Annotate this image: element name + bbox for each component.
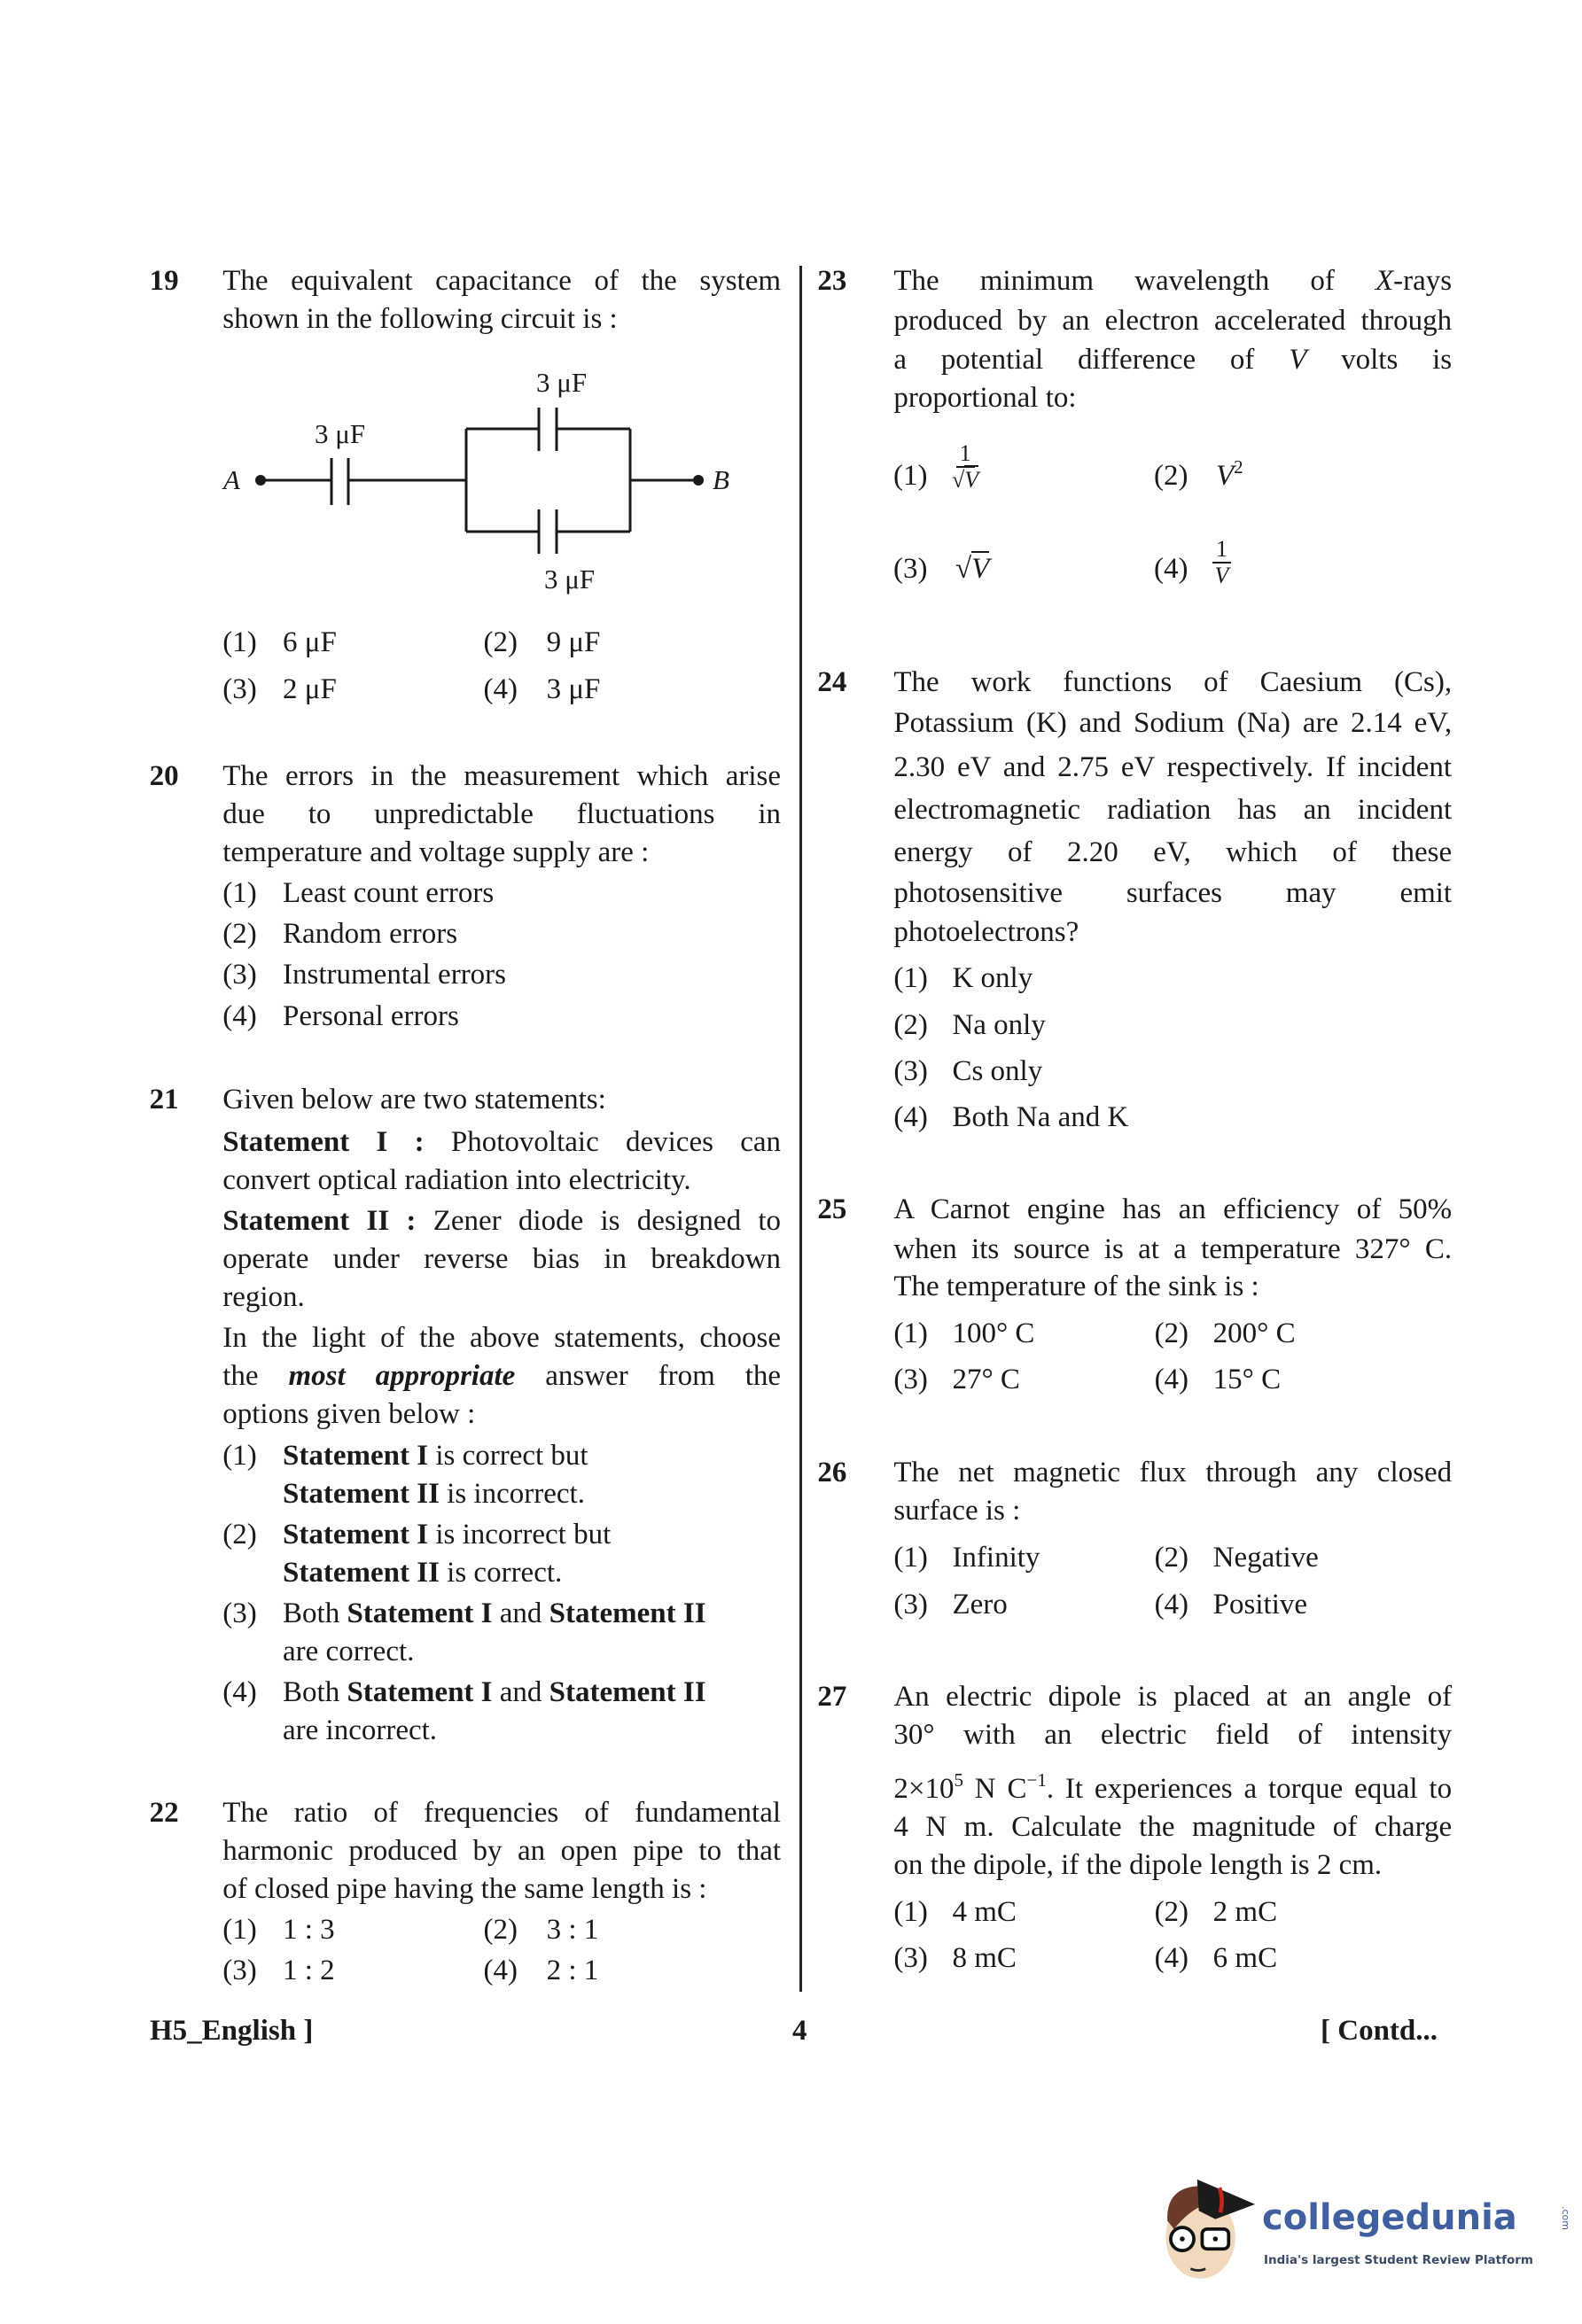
- option-4-fraction[interactable]: [1212, 537, 1231, 588]
- option-text: Infinity: [952, 1542, 1040, 1574]
- text-segment: Statement I: [283, 1518, 429, 1551]
- text-segment: X: [1375, 264, 1394, 297]
- question-number: 24: [817, 665, 847, 698]
- fraction-numerator: 1: [1212, 537, 1231, 564]
- question-text-line: produced by an electron accelerated through: [893, 304, 1453, 337]
- option-label: (1): [893, 460, 928, 492]
- option-label: (2): [483, 626, 518, 659]
- continued-marker: [ Contd...: [1321, 2015, 1438, 2047]
- option-text: 100° C: [952, 1317, 1035, 1350]
- question-text-line: The errors in the measurement which arise: [222, 759, 782, 792]
- text-segment: the: [222, 1360, 289, 1393]
- option-text: 9 μF: [546, 626, 601, 659]
- question-text-line: energy of 2.20 eV, which of these: [893, 836, 1453, 868]
- question-number: 22: [149, 1796, 179, 1829]
- option-label: (4): [222, 1676, 257, 1709]
- option-label: (3): [893, 1363, 928, 1395]
- question-text-line: In the light of the above statements, choose: [222, 1322, 782, 1355]
- text-segment: Statement I: [347, 1597, 493, 1630]
- capacitor-circuit-diagram: [0, 0, 1582, 797]
- question-text-line: proportional to:: [893, 382, 1077, 415]
- text-segment: -rays: [1393, 264, 1453, 297]
- option-text: [283, 1674, 706, 1712]
- bottom-cap-label: 3 μF: [544, 564, 596, 595]
- option-label: (4): [1154, 553, 1188, 585]
- question-number: 20: [149, 759, 179, 792]
- text-segment: Statement II: [549, 1597, 706, 1630]
- question-text-line: operate under reverse bias in breakdown: [222, 1243, 782, 1276]
- question-text-line: [222, 1357, 781, 1395]
- text-segment: Statement II: [283, 1556, 440, 1589]
- option-text: 15° C: [1212, 1363, 1282, 1395]
- question-text-line: The work functions of Caesium (Cs),: [893, 665, 1453, 698]
- top-cap-label: 3 μF: [536, 367, 588, 398]
- option-label: (4): [1154, 1589, 1189, 1621]
- text-segment: 5: [954, 1769, 963, 1792]
- option-label: (2): [1154, 460, 1188, 492]
- option-text: 6 μF: [283, 626, 337, 659]
- radicand: V: [971, 553, 990, 585]
- question-text-line: The net magnetic flux through any closed: [893, 1457, 1453, 1489]
- option-text: 27° C: [952, 1363, 1020, 1395]
- option-text: 2 mC: [1212, 1896, 1278, 1929]
- text-segment: Statement II :: [222, 1205, 417, 1238]
- option-text: K only: [952, 961, 1033, 994]
- text-segment: is correct but: [428, 1439, 588, 1472]
- option-text: Zero: [952, 1589, 1008, 1621]
- text-segment: Statement II: [549, 1676, 706, 1709]
- text-segment: most appropriate: [288, 1360, 516, 1393]
- series-cap-label: 3 μF: [315, 418, 366, 449]
- question-text-line: surface is :: [893, 1495, 1021, 1527]
- question-text-line: shown in the following circuit is :: [222, 302, 618, 335]
- question-text-line: region.: [222, 1281, 305, 1314]
- option-label: (4): [893, 1100, 928, 1133]
- logo-dotcom: .com: [1560, 2206, 1571, 2230]
- option-3-sqrt[interactable]: √V: [955, 553, 990, 585]
- option-text: 6 mC: [1212, 1941, 1278, 1974]
- terminal-b-dot: [693, 475, 704, 486]
- option-label: (4): [222, 999, 257, 1032]
- option-label: (2): [1154, 1542, 1189, 1574]
- option-text: Negative: [1212, 1542, 1319, 1574]
- fraction-denominator: V: [1214, 563, 1229, 588]
- option-label: (3): [222, 1597, 257, 1630]
- question-text-line: The temperature of the sink is :: [893, 1271, 1259, 1303]
- option-label: (1): [893, 1542, 928, 1574]
- option-text: 3 μF: [546, 673, 601, 706]
- logo-tagline: India's largest Student Review Platform: [1264, 2253, 1533, 2267]
- option-label: (3): [222, 959, 257, 991]
- option-label: (1): [222, 626, 257, 659]
- text-segment: N C: [962, 1773, 1027, 1806]
- option-text: 8 mC: [952, 1941, 1017, 1974]
- option-label: (1): [222, 1439, 257, 1472]
- option-label: (1): [222, 876, 257, 909]
- question-text-line: An electric dipole is placed at an angle of: [893, 1681, 1453, 1714]
- option-text: [283, 1516, 611, 1554]
- text-segment: is incorrect but: [428, 1518, 612, 1551]
- option-text: Instrumental errors: [283, 959, 507, 991]
- option-text: Both Na and K: [952, 1100, 1129, 1133]
- option-label: (1): [893, 1896, 928, 1929]
- radicand: V: [964, 467, 979, 493]
- base: V: [1216, 460, 1235, 492]
- question-number: 21: [149, 1083, 179, 1115]
- option-label: (2): [483, 1914, 518, 1947]
- text-segment: Statement I: [347, 1676, 493, 1709]
- question-text-line: [893, 1770, 1452, 1808]
- option-text: Personal errors: [283, 999, 459, 1032]
- option-1-fraction[interactable]: [952, 441, 978, 493]
- text-segment: Both: [283, 1597, 347, 1630]
- option-text: 1 : 3: [283, 1914, 335, 1947]
- text-segment: 2×10: [893, 1773, 955, 1806]
- text-segment: Statement I :: [222, 1125, 425, 1158]
- text-segment: Both: [283, 1676, 347, 1709]
- option-label: (1): [893, 1317, 928, 1350]
- option-label: (2): [1154, 1896, 1189, 1929]
- option-label: (3): [222, 673, 257, 706]
- question-text-line: 30° with an electric field of intensity: [893, 1719, 1453, 1752]
- option-text: Na only: [952, 1008, 1046, 1041]
- question-text-line: 4 N m. Calculate the magnitude of charge: [893, 1811, 1453, 1844]
- option-text: 2 : 1: [546, 1955, 599, 1987]
- option-text: 4 mC: [952, 1896, 1017, 1929]
- question-number: 27: [817, 1681, 847, 1714]
- option-label: (3): [893, 1055, 928, 1088]
- option-label: (3): [893, 1589, 928, 1621]
- node-a-label: A: [223, 464, 240, 495]
- option-2-power[interactable]: [1216, 456, 1243, 493]
- option-label: (4): [483, 1955, 518, 1987]
- fraction-denominator: √V: [952, 467, 979, 493]
- option-text: are correct.: [283, 1636, 415, 1668]
- question-number: 19: [149, 264, 179, 297]
- option-text: 200° C: [1212, 1317, 1296, 1350]
- text-segment: is incorrect.: [439, 1477, 585, 1510]
- question-text-line: The equivalent capacitance of the system: [222, 264, 782, 297]
- fraction-numerator: 1: [956, 441, 975, 468]
- question-text-line: temperature and voltage supply are :: [222, 836, 650, 868]
- paper-code: H5_English ]: [150, 2015, 314, 2047]
- question-text-line: harmonic produced by an open pipe to that: [222, 1834, 782, 1867]
- option-text: 2 μF: [283, 673, 337, 706]
- option-label: (2): [1154, 1317, 1189, 1350]
- question-text-line: options given below :: [222, 1398, 476, 1431]
- text-segment: . It experiences a torque equal to: [1046, 1773, 1453, 1806]
- text-segment: Photovoltaic devices can: [424, 1125, 782, 1158]
- text-segment: Statement II: [283, 1477, 440, 1510]
- option-text: [283, 1437, 588, 1475]
- option-label: (4): [1154, 1941, 1189, 1974]
- text-segment: volts is: [1306, 344, 1453, 377]
- option-text: Random errors: [283, 918, 458, 951]
- question-text-line: Potassium (K) and Sodium (Na) are 2.14 eV,: [893, 707, 1453, 740]
- option-label: (3): [893, 553, 928, 585]
- student-mascot-icon: [1157, 2167, 1257, 2287]
- option-text: 1 : 2: [283, 1955, 335, 1987]
- question-text-line: electromagnetic radiation has an incident: [893, 793, 1453, 826]
- question-text-line: photoelectrons?: [893, 916, 1079, 949]
- question-text-line: due to unpredictable fluctuations in: [222, 797, 782, 830]
- option-label: (4): [1154, 1363, 1189, 1395]
- option-label: (3): [222, 1955, 257, 1987]
- text-segment: and: [492, 1676, 549, 1709]
- terminal-a-dot: [255, 475, 266, 486]
- option-text: [283, 1554, 562, 1592]
- text-segment: −1: [1026, 1769, 1047, 1792]
- question-text-line: 2.30 eV and 2.75 eV respectively. If incident: [893, 750, 1453, 783]
- question-text-line: Given below are two statements:: [222, 1083, 606, 1115]
- text-segment: Statement I: [283, 1439, 429, 1472]
- question-number: 25: [817, 1193, 847, 1225]
- question-text-line: when its source is at a temperature 327° C.: [893, 1232, 1453, 1265]
- option-text: Cs only: [952, 1055, 1043, 1088]
- exponent: 2: [1234, 456, 1243, 478]
- page-number: 4: [792, 2015, 807, 2047]
- option-label: (2): [893, 1008, 928, 1041]
- text-segment: Zener diode is designed to: [416, 1205, 782, 1238]
- option-label: (2): [222, 1518, 257, 1551]
- text-segment: a potential difference of: [893, 344, 1290, 377]
- option-text: are incorrect.: [283, 1714, 438, 1747]
- question-text-line: of closed pipe having the same length is :: [222, 1872, 707, 1905]
- option-text: 3 : 1: [546, 1914, 599, 1947]
- option-text: [283, 1475, 585, 1513]
- option-label: (2): [222, 918, 257, 951]
- question-text-line: convert optical radiation into electricity.: [222, 1163, 691, 1196]
- text-segment: V: [1289, 344, 1307, 377]
- question-text-line: The ratio of frequencies of fundamental: [222, 1796, 782, 1829]
- question-text-line: A Carnot engine has an efficiency of 50%: [893, 1193, 1453, 1225]
- option-label: (1): [893, 961, 928, 994]
- option-label: (1): [222, 1914, 257, 1947]
- text-segment: The minimum wavelength of: [893, 264, 1375, 297]
- option-text: [283, 1595, 706, 1633]
- logo-wordmark: collegedunia: [1262, 2197, 1517, 2238]
- option-text: Least count errors: [283, 876, 495, 909]
- question-number: 23: [817, 264, 847, 297]
- option-text: Positive: [1212, 1589, 1308, 1621]
- question-text-line: [222, 1123, 781, 1162]
- question-text-line: [222, 1202, 781, 1240]
- option-label: (4): [483, 673, 518, 706]
- text-segment: and: [492, 1597, 549, 1630]
- question-text-line: photosensitive surfaces may emit: [893, 876, 1453, 909]
- node-b-label: B: [713, 464, 729, 495]
- question-number: 26: [817, 1457, 847, 1489]
- text-segment: answer from the: [515, 1360, 782, 1393]
- option-label: (3): [893, 1941, 928, 1974]
- text-segment: is correct.: [439, 1556, 563, 1589]
- question-text-line: on the dipole, if the dipole length is 2 cm.: [893, 1849, 1383, 1882]
